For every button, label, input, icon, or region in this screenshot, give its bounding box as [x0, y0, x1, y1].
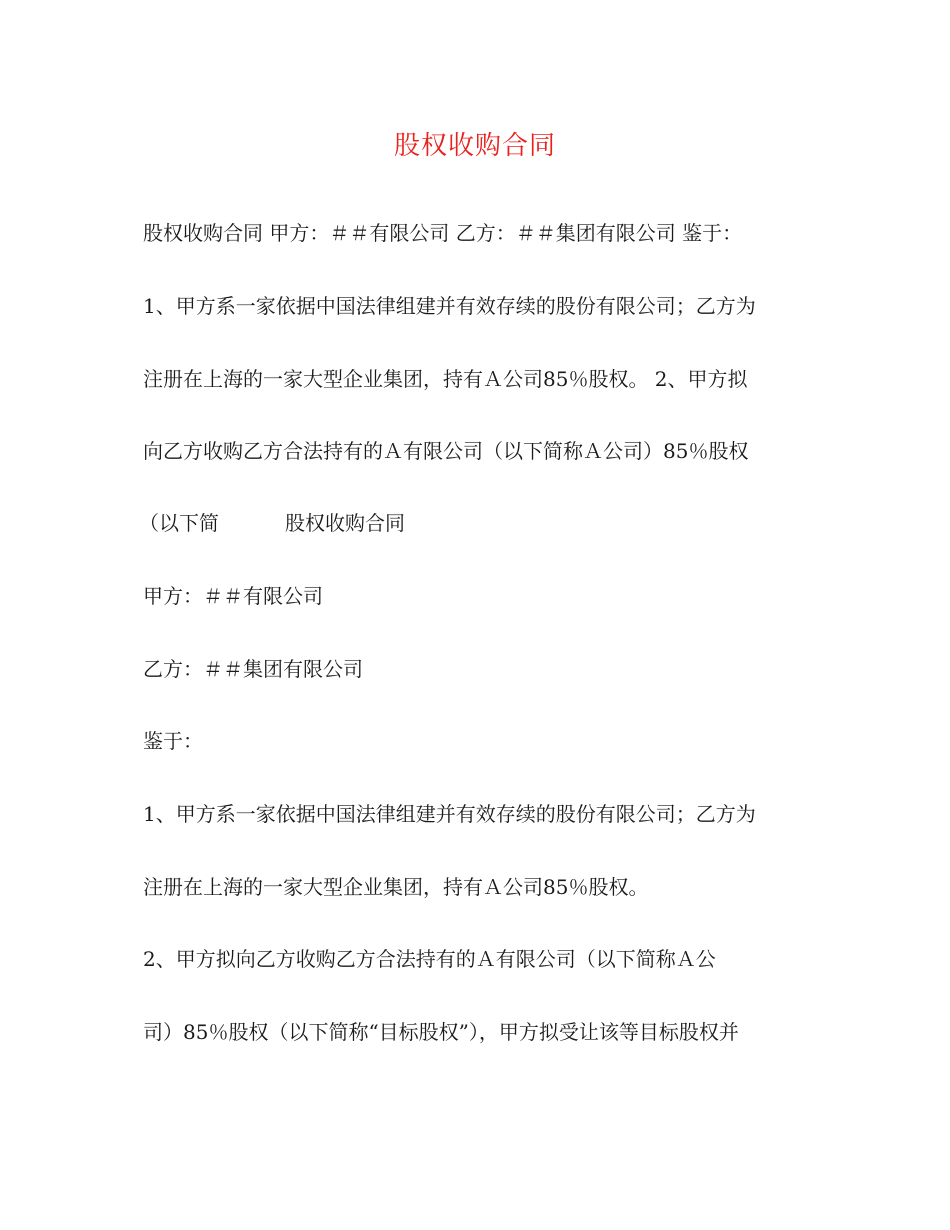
paragraph-line: 1、甲方系一家依据中国法律组建并有效存续的股份有限公司；乙方为 [143, 802, 756, 826]
paragraph-line: 司）85％股权（以下简称“目标股权”），甲方拟受让该等目标股权并 [143, 1020, 739, 1044]
party-b-line: 乙方：＃＃集团有限公司 [143, 657, 363, 681]
party-a-line: 甲方：＃＃有限公司 [143, 584, 323, 608]
paragraph-line: 注册在上海的一家大型企业集团，持有Ａ公司85％股权。 [143, 875, 649, 899]
paragraph-line: 1、甲方系一家依据中国法律组建并有效存续的股份有限公司；乙方为 [143, 294, 756, 318]
paragraph-line: 注册在上海的一家大型企业集团，持有Ａ公司85％股权。 2、甲方拟 [143, 367, 748, 391]
paragraph-fragment: （以下简 [139, 511, 219, 535]
repeated-title-fragment: 股权收购合同 [285, 511, 405, 535]
paragraph-line-split [139, 509, 405, 537]
paragraph-line: 股权收购合同 甲方：＃＃有限公司 乙方：＃＃集团有限公司 鉴于： [143, 221, 743, 245]
whereas-heading: 鉴于： [143, 729, 203, 753]
paragraph-line: 2、甲方拟向乙方收购乙方合法持有的Ａ有限公司（以下简称Ａ公 [143, 947, 716, 971]
paragraph-line: 向乙方收购乙方合法持有的Ａ有限公司（以下简称Ａ公司）85％股权 [143, 439, 749, 463]
document-title: 股权收购合同 [393, 131, 556, 161]
